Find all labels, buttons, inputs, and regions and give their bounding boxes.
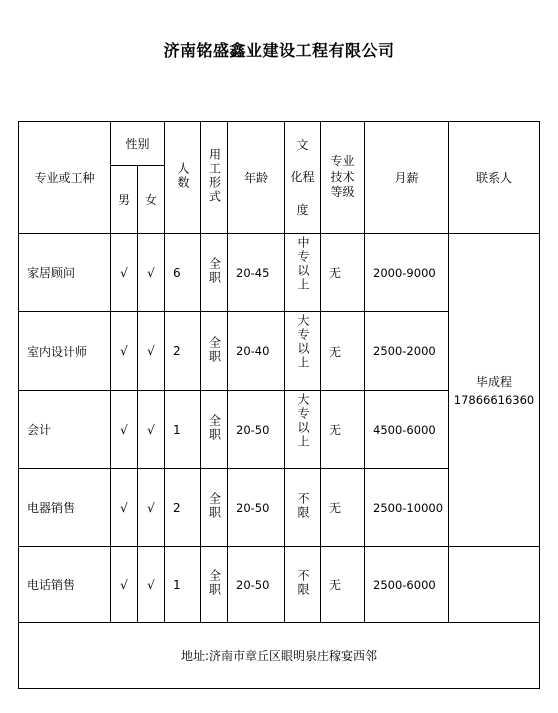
cell-count: 1: [165, 547, 201, 623]
cell-education: [285, 391, 321, 469]
header-gender: 性别: [111, 122, 165, 166]
header-contact: 联系人: [449, 122, 540, 234]
cell-female: √: [138, 312, 165, 391]
contact-phone: 17866616360: [453, 393, 535, 407]
cell-age: 20-50: [228, 547, 285, 623]
cell-salary: 4500-6000: [365, 391, 449, 469]
header-education-line-3: 度: [296, 202, 309, 217]
cell-female: √: [138, 391, 165, 469]
cell-tech-level: 无: [321, 312, 365, 391]
cell-form: [201, 391, 228, 469]
header-age: 年龄: [228, 122, 285, 234]
cell-form: [201, 312, 228, 391]
cell-count: 2: [165, 312, 201, 391]
cell-male: √: [111, 312, 138, 391]
cell-education-text: 大专以上: [296, 314, 311, 370]
cell-education-text: 不限: [296, 569, 311, 597]
header-count: [165, 122, 201, 234]
cell-male: √: [111, 391, 138, 469]
cell-age: 20-50: [228, 391, 285, 469]
cell-tech-level: 无: [321, 547, 365, 623]
address: 地址:济南市章丘区眼明泉庄稼宴西邻: [19, 623, 540, 689]
cell-count: 6: [165, 234, 201, 312]
header-tech-level-line-2: 技术: [330, 169, 355, 184]
header-education-line-1: 文: [296, 137, 309, 152]
header-education-line-2: 化程: [290, 170, 315, 185]
cell-salary: 2500-2000: [365, 312, 449, 391]
cell-form-text: 全职: [207, 492, 222, 520]
cell-male: √: [111, 469, 138, 547]
cell-form: [201, 469, 228, 547]
cell-form: [201, 234, 228, 312]
cell-contact-empty: [449, 547, 540, 623]
cell-male: √: [111, 234, 138, 312]
header-row-1: [19, 122, 540, 166]
address-row: [19, 623, 540, 689]
table-row: [19, 234, 540, 312]
cell-specialty: 电话销售: [19, 547, 111, 623]
cell-form-text: 全职: [207, 569, 222, 597]
header-tech-level-line-1: 专业: [330, 154, 355, 169]
cell-age: 20-50: [228, 469, 285, 547]
cell-salary: 2000-9000: [365, 234, 449, 312]
cell-education: [285, 234, 321, 312]
cell-age: 20-40: [228, 312, 285, 391]
header-education: [285, 122, 321, 234]
cell-education-text: 大专以上: [296, 393, 311, 449]
cell-specialty: 家居顾问: [19, 234, 111, 312]
cell-count: 1: [165, 391, 201, 469]
header-female: 女: [138, 166, 165, 234]
table-row: [19, 547, 540, 623]
cell-tech-level: 无: [321, 391, 365, 469]
cell-count: 2: [165, 469, 201, 547]
cell-form-text: 全职: [207, 257, 222, 285]
header-tech-level: [321, 122, 365, 234]
recruitment-table: [18, 121, 540, 689]
header-specialty: 专业或工种: [19, 122, 111, 234]
cell-education-text: 不限: [296, 492, 311, 520]
cell-contact: [449, 234, 540, 547]
cell-form: [201, 547, 228, 623]
header-tech-level-line-3: 等级: [330, 185, 355, 200]
header-count-text: 人数: [176, 162, 191, 190]
cell-age: 20-45: [228, 234, 285, 312]
contact-name: 毕成程: [476, 375, 513, 389]
cell-male: √: [111, 547, 138, 623]
header-employment-form-text: 用工形式: [207, 148, 222, 204]
cell-education-text: 中专以上: [296, 236, 311, 292]
cell-form-text: 全职: [207, 335, 222, 364]
cell-form-text: 全职: [207, 414, 222, 442]
cell-education: [285, 312, 321, 391]
cell-female: √: [138, 469, 165, 547]
cell-specialty: 室内设计师: [19, 312, 111, 391]
header-employment-form: [201, 122, 228, 234]
cell-education: [285, 469, 321, 547]
cell-female: √: [138, 547, 165, 623]
page-title: 济南铭盛鑫业建设工程有限公司: [163, 41, 395, 60]
cell-female: √: [138, 234, 165, 312]
cell-education: [285, 547, 321, 623]
cell-specialty: 电器销售: [19, 469, 111, 547]
cell-specialty: 会计: [19, 391, 111, 469]
cell-tech-level: 无: [321, 234, 365, 312]
header-salary: 月薪: [365, 122, 449, 234]
cell-salary: 2500-10000: [365, 469, 449, 547]
header-male: 男: [111, 166, 138, 234]
cell-salary: 2500-6000: [365, 547, 449, 623]
cell-tech-level: 无: [321, 469, 365, 547]
